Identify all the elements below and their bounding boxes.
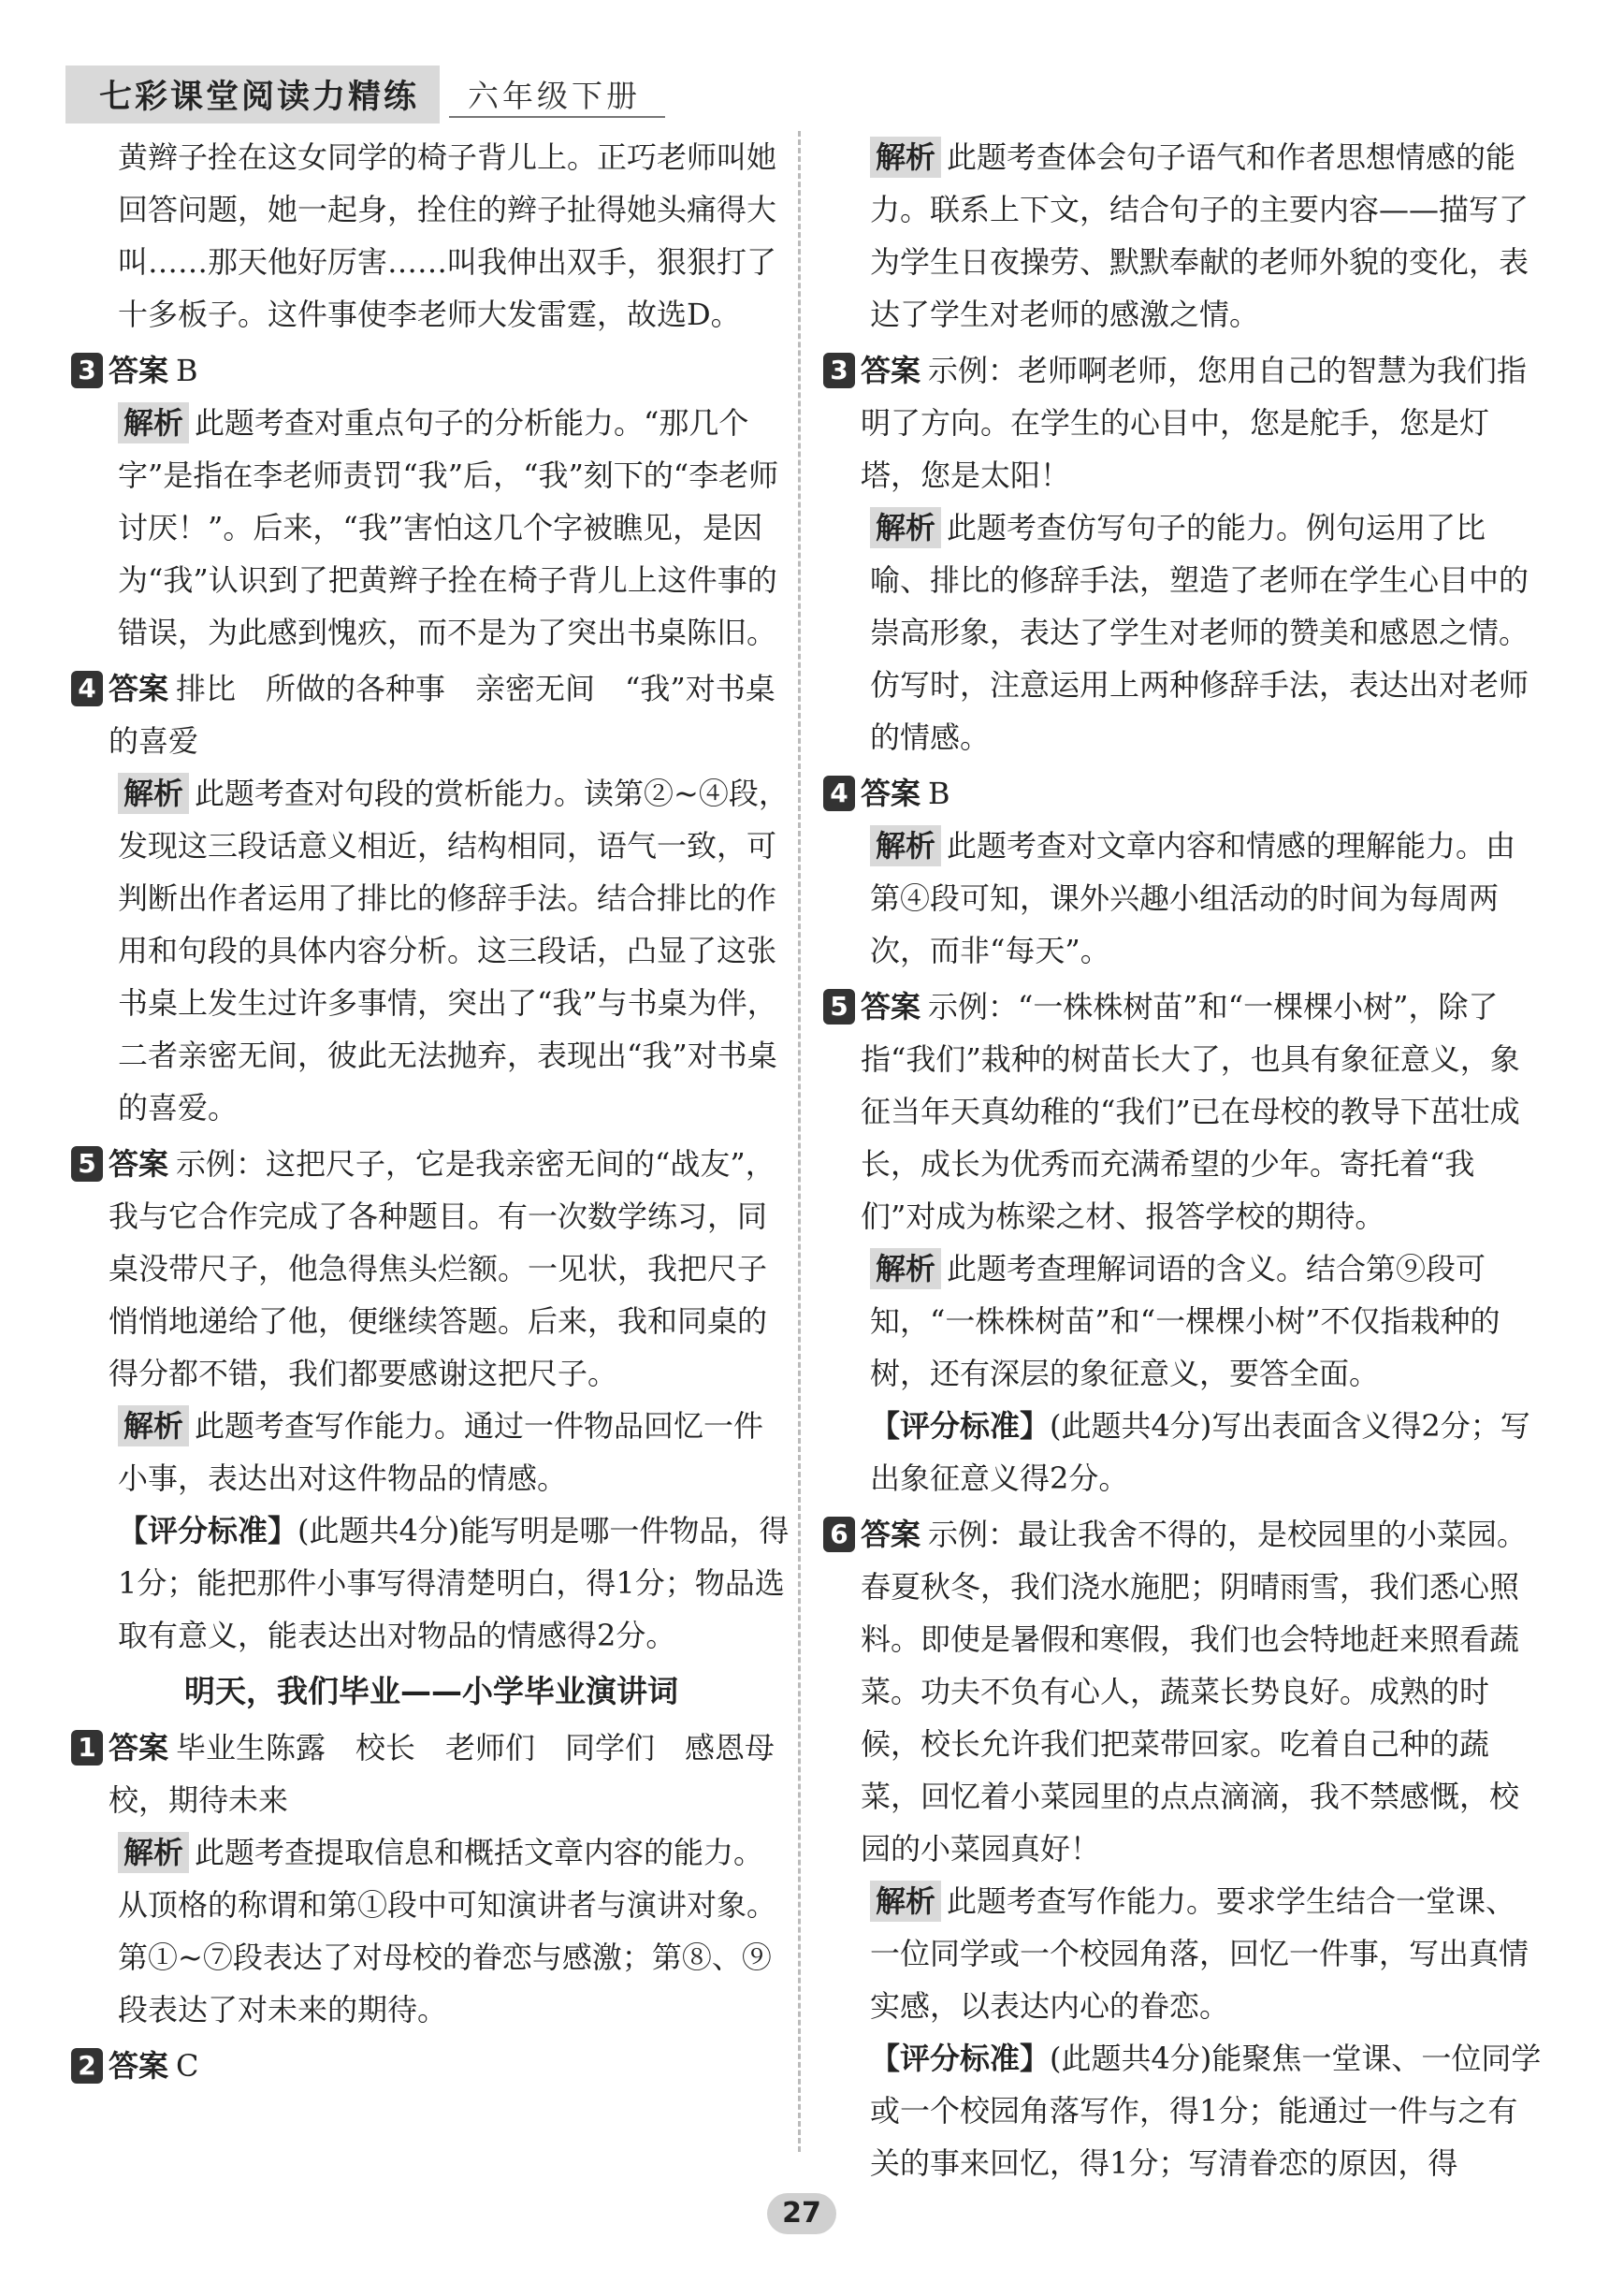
answer-label: 答案 [861,989,921,1024]
scoring-label: 【评分标准】 [870,1408,1051,1444]
section-title: 明天，我们毕业——小学毕业演讲词 [184,1673,678,1709]
answer-text: C [176,2048,199,2084]
right-question-5 [823,981,1544,1504]
analysis-text: 此题考查对句段的赏析能力。读第②~④段，发现这三段话意义相近，结构相同，语气一致，可判断出作者运用了排比的修辞手法。结合排比的作用和句段的具体内容分析。这三段话，凸显了这张书桌上发生过许多事情，突出了“我”与书桌为伴，二者亲密无间，彼此无法抛弃，表现出“我”对书桌的喜爱。 [118,776,789,1126]
column-divider [798,131,801,2152]
question-4 [71,662,791,1134]
answer-text: 示例：老师啊老师，您用自己的智慧为我们指明了方向。在学生的心目中，您是舵手，您是灯塔，您是太阳！ [861,353,1528,493]
question-3 [71,344,791,659]
answer-text: 毕业生陈露 校长 老师们 同学们 感恩母校，期待未来 [109,1730,776,1818]
question-number: 2 [71,2048,103,2084]
page-number: 27 [767,2193,836,2234]
right-column [823,131,1544,2193]
question-number: 6 [823,1517,855,1552]
question-number: 3 [71,353,103,388]
answer-text: 示例：最让我舍不得的，是校园里的小菜园。春夏秋冬，我们浇水施肥；阴晴雨雪，我们悉心照料。即使是暑假和寒假，我们也会特地赶来照看蔬菜。功夫不负有心人，蔬菜长势良好。成熟的时候，校长允许我们把菜带回家。吃着自己种的蔬菜，回忆着小菜园里的点点滴滴，我不禁感慨，校园的小菜园真好！ [861,1517,1528,1867]
answer-label: 答案 [109,353,169,388]
answer-label: 答案 [109,671,169,706]
left-column [71,131,791,2096]
answer-label: 答案 [861,1517,921,1552]
section2-question-2 [71,2040,791,2092]
answer-text: B [176,353,198,388]
analysis-tag: 解析 [118,1405,189,1446]
analysis-tag: 解析 [118,773,189,814]
scoring-label: 【评分标准】 [870,2041,1051,2076]
scoring-text: (此题共4分)能聚焦一堂课、一位同学或一个校园角落写作，得1分；能通过一件与之有关的事来回忆，得1分；写清眷恋的原因，得 [870,2041,1542,2181]
question-number: 4 [71,671,103,706]
question-number: 1 [71,1730,103,1766]
analysis-tag: 解析 [118,1832,189,1873]
question-number: 5 [823,989,855,1024]
question-number: 5 [71,1146,103,1182]
answer-label: 答案 [109,1730,169,1766]
analysis-tag: 解析 [870,825,941,866]
analysis-text: 此题考查仿写句子的能力。例句运用了比喻、排比的修辞手法，塑造了老师在学生心目中的崇高形象，表达了学生对老师的赞美和感恩之情。仿写时，注意运用上两种修辞手法，表达出对老师的情感。 [870,510,1529,755]
analysis-text: 此题考查写作能力。要求学生结合一堂课、一位同学或一个校园角落，回忆一件事，写出真情实感，以表达内心的眷恋。 [870,1883,1529,2024]
section2-question-1 [71,1722,791,2036]
scoring-label: 【评分标准】 [118,1513,298,1548]
question-5 [71,1138,791,1662]
scoring-text: (此题共4分)写出表面含义得2分；写出象征意义得2分。 [870,1408,1530,1496]
answer-label: 答案 [861,353,921,388]
analysis-tag: 解析 [870,507,941,548]
answer-label: 答案 [109,2048,169,2084]
grade-label: 六年级下册 [449,72,665,118]
scoring-text: (此题共4分)能写明是哪一件物品，得1分；能把那件小事写得清楚明白，得1分；物品选取有意义，能表达出对物品的情感得2分。 [118,1513,790,1653]
right-question-6 [823,1508,1544,2189]
analysis-text: 此题考查写作能力。通过一件物品回忆一件小事，表达出对这件物品的情感。 [118,1408,764,1496]
right-question-4 [823,767,1544,977]
analysis-text: 此题考查对文章内容和情感的理解能力。由第④段可知，课外兴趣小组活动的时间为每周两次，而非“每天”。 [870,828,1516,968]
page-header [65,65,665,124]
intro-text: 黄辫子拴在这女同学的椅子背儿上。正巧老师叫她回答问题，她一起身，拴住的辫子扯得她头痛得大叫……那天他好厉害……叫我伸出双手，狠狠打了十多板子。这件事使李老师大发雷霆，故选D。 [118,139,777,332]
question-2-analysis [823,131,1544,341]
analysis-text: 此题考查理解词语的含义。结合第⑨段可知，“一株株树苗”和“一棵棵小树”不仅指栽种的树，还有深层的象征意义，要答全面。 [870,1251,1500,1391]
question-number: 4 [823,776,855,811]
answer-text: B [928,776,950,811]
question-number: 3 [823,353,855,388]
answer-label: 答案 [109,1146,169,1182]
answer-text: 排比 所做的各种事 亲密无间 “我”对书桌的喜爱 [109,671,776,759]
analysis-text: 此题考查提取信息和概括文章内容的能力。从顶格的称谓和第①段中可知演讲者与演讲对象。第①~⑦段表达了对母校的眷恋与感激；第⑧、⑨段表达了对未来的期待。 [118,1835,777,2027]
analysis-tag: 解析 [870,137,941,178]
analysis-tag: 解析 [870,1248,941,1289]
answer-label: 答案 [861,776,921,811]
answer-text: 示例：“一株株树苗”和“一棵棵小树”，除了指“我们”栽种的树苗长大了，也具有象征意义，象征当年天真幼稚的“我们”已在母校的教导下茁壮成长，成长为优秀而充满希望的少年。寄托着“我们”对成为栋梁之材、报答学校的期待。 [861,989,1520,1234]
answer-text: 示例：这把尺子，它是我亲密无间的“战友”，我与它合作完成了各种题目。有一次数学练习，同桌没带尺子，他急得焦头烂额。一见状，我把尺子悄悄地递给了他，便继续答题。后来，我和同桌的得分都不错，我们都要感谢这把尺子。 [109,1146,776,1391]
right-question-3 [823,344,1544,763]
book-title: 七彩课堂阅读力精练 [65,65,440,124]
analysis-text: 此题考查体会句子语气和作者思想情感的能力。联系上下文，结合句子的主要内容——描写了为学生日夜操劳、默默奉献的老师外貌的变化，表达了学生对老师的感激之情。 [870,139,1529,332]
analysis-tag: 解析 [118,402,189,443]
analysis-text: 此题考查对重点句子的分析能力。“那几个字”是指在李老师责罚“我”后，“我”刻下的“李老师讨厌！”。后来，“我”害怕这几个字被瞧见，是因为“我”认识到了把黄辫子拴在椅子背儿上这件事的错误，为此感到愧疚，而不是为了突出书桌陈旧。 [118,405,779,650]
analysis-tag: 解析 [870,1881,941,1922]
